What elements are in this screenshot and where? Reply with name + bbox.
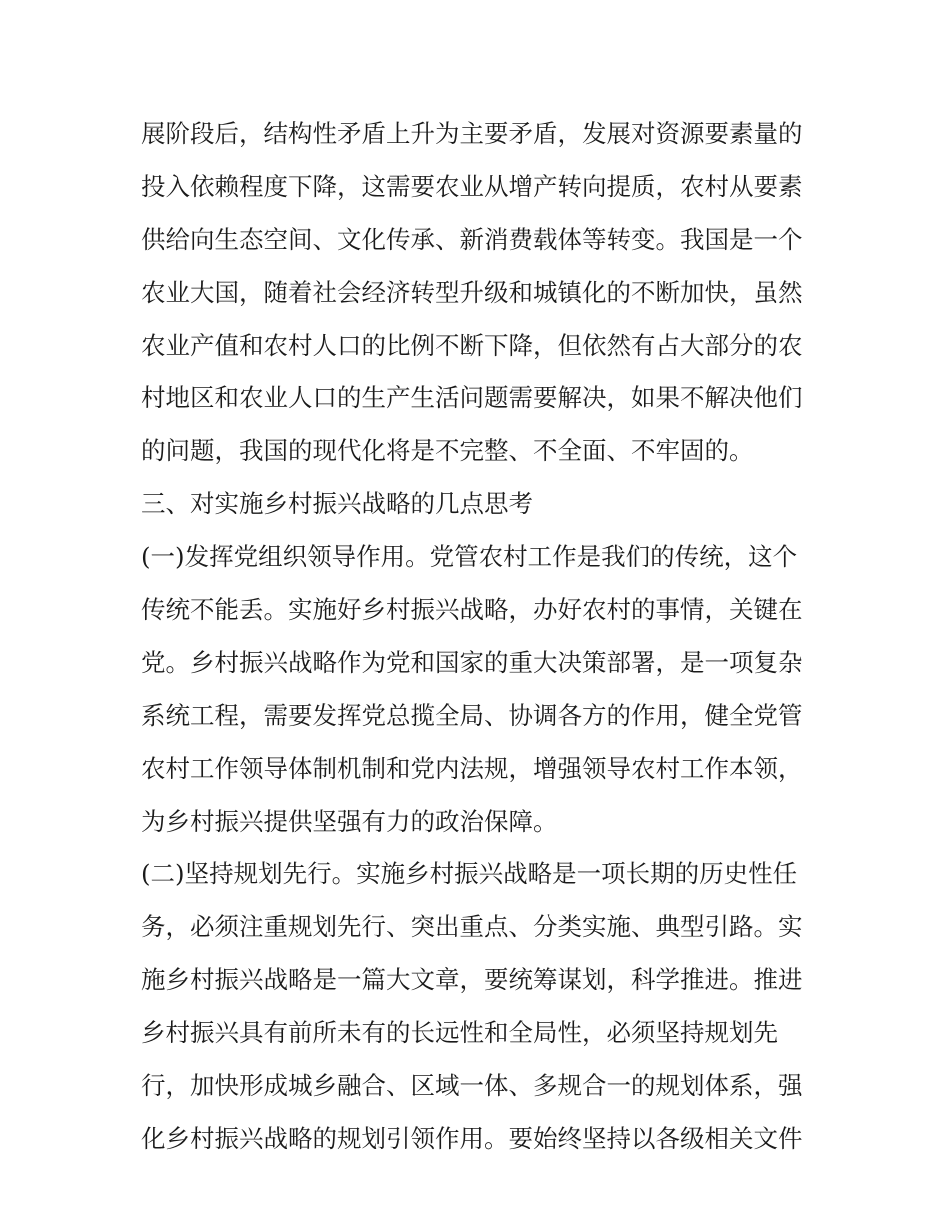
text-line: 化乡村振兴战略的规划引领作用。要始终坚持以各级相关文件 bbox=[141, 1123, 803, 1153]
text-line: 农业产值和农村人口的比例不断下降，但依然有占大部分的农 bbox=[141, 330, 803, 360]
text-line: 务，必须注重规划先行、突出重点、分类实施、典型引路。实 bbox=[141, 912, 803, 942]
text-line: 展阶段后，结构性矛盾上升为主要矛盾，发展对资源要素量的 bbox=[141, 119, 803, 148]
text-line: 农村工作领导体制机制和党内法规，增强领导农村工作本领， bbox=[141, 753, 803, 783]
text-line: 乡村振兴具有前所未有的长远性和全局性，必须坚持规划先 bbox=[141, 1018, 778, 1048]
text-line: 行，加快形成城乡融合、区域一体、多规合一的规划体系，强 bbox=[141, 1071, 803, 1101]
text-line: (一)发挥党组织领导作用。党管农村工作是我们的传统，这个 bbox=[141, 542, 798, 572]
section-heading: 三、对实施乡村振兴战略的几点思考 bbox=[141, 489, 533, 519]
text-line: 施乡村振兴战略是一篇大文章，要统筹谋划，科学推进。推进 bbox=[141, 965, 803, 995]
text-line: 投入依赖程度下降，这需要农业从增产转向提质，农村从要素 bbox=[141, 171, 803, 201]
text-line: 的问题，我国的现代化将是不完整、不全面、不牢固的。 bbox=[141, 436, 754, 466]
text-line: (二)坚持规划先行。实施乡村振兴战略是一项长期的历史性任 bbox=[141, 859, 798, 889]
text-line: 传统不能丢。实施好乡村振兴战略，办好农村的事情，关键在 bbox=[141, 595, 803, 625]
text-line: 党。乡村振兴战略作为党和国家的重大决策部署，是一项复杂 bbox=[141, 647, 803, 677]
text-line: 为乡村振兴提供坚强有力的政治保障。 bbox=[141, 806, 558, 836]
text-line: 村地区和农业人口的生产生活问题需要解决，如果不解决他们 bbox=[141, 383, 803, 413]
body-text bbox=[141, 108, 821, 1166]
text-line: 供给向生态空间、文化传承、新消费载体等转变。我国是一个 bbox=[141, 224, 803, 254]
text-line: 系统工程，需要发挥党总揽全局、协调各方的作用，健全党管 bbox=[141, 700, 803, 730]
text-line: 农业大国，随着社会经济转型升级和城镇化的不断加快，虽然 bbox=[141, 277, 803, 307]
